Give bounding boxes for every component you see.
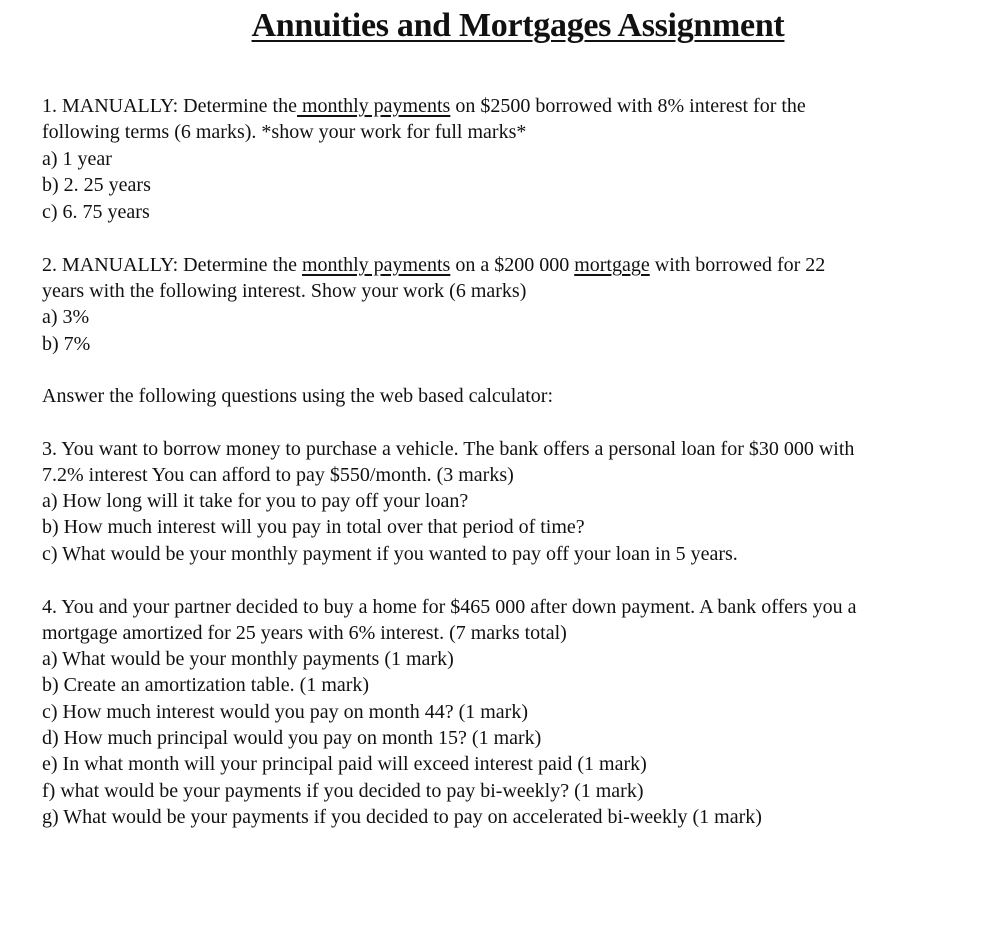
q1-line-2: following terms (6 marks). *show your work for full marks* [42,121,527,143]
q1-item-c: c) 6. 75 years [42,201,150,223]
q2-underlined-monthly-payments: monthly payments [302,254,451,276]
q2-line-2: years with the following interest. Show your work (6 marks) [42,280,527,302]
q2-underlined-mortgage: mortgage [574,254,650,276]
q4-item-c: c) How much interest would you pay on month 44? (1 mark) [42,701,529,723]
q4-item-e: e) In what month will your principal paid will exceed interest paid (1 mark) [42,753,647,775]
q3-line-2: 7.2% interest You can afford to pay $550/month. (3 marks) [42,464,514,486]
q1-item-a: a) 1 year [42,148,112,170]
q4-line-2: mortgage amortized for 25 years with 6% interest. (7 marks total) [42,622,567,644]
calculator-instruction: Answer the following questions using the web based calculator: [42,385,553,407]
q2-line-1 [42,252,825,278]
q4-item-b: b) Create an amortization table. (1 mark) [42,674,370,696]
q3-item-c: c) What would be your monthly payment if you wanted to pay off your loan in 5 years. [42,543,738,565]
q1-item-b: b) 2. 25 years [42,174,151,196]
q4-item-f: f) what would be your payments if you decided to pay bi-weekly? (1 mark) [42,780,644,802]
q4-item-a: a) What would be your monthly payments (1 mark) [42,648,454,670]
q2-item-b: b) 7% [42,333,91,355]
q3-item-b: b) How much interest will you pay in total over that period of time? [42,516,585,538]
q1-line-1 [42,93,806,119]
q3-item-a: a) How long will it take for you to pay off your loan? [42,490,469,512]
q3-line-1: 3. You want to borrow money to purchase a vehicle. The bank offers a personal loan for $30 000 with [42,438,855,460]
q2-line-1-post: with borrowed for 22 [649,254,826,276]
q1-line-1-pre: 1. MANUALLY: Determine the [42,95,297,117]
q4-item-g: g) What would be your payments if you decided to pay on accelerated bi-weekly (1 mark) [42,806,762,828]
q2-line-1-pre: 2. MANUALLY: Determine the [42,254,302,276]
q2-item-a: a) 3% [42,306,90,328]
q4-item-d: d) How much principal would you pay on month 15? (1 mark) [42,727,542,749]
q1-line-1-post: on $2500 borrowed with 8% interest for the [450,95,806,117]
document-title: Annuities and Mortgages Assignment [251,7,785,44]
q2-line-1-mid: on a $200 000 [450,254,575,276]
q4-line-1: 4. You and your partner decided to buy a home for $465 000 after down payment. A bank offers you a [42,596,857,618]
q1-underlined-monthly-payments: monthly payments [297,95,451,117]
